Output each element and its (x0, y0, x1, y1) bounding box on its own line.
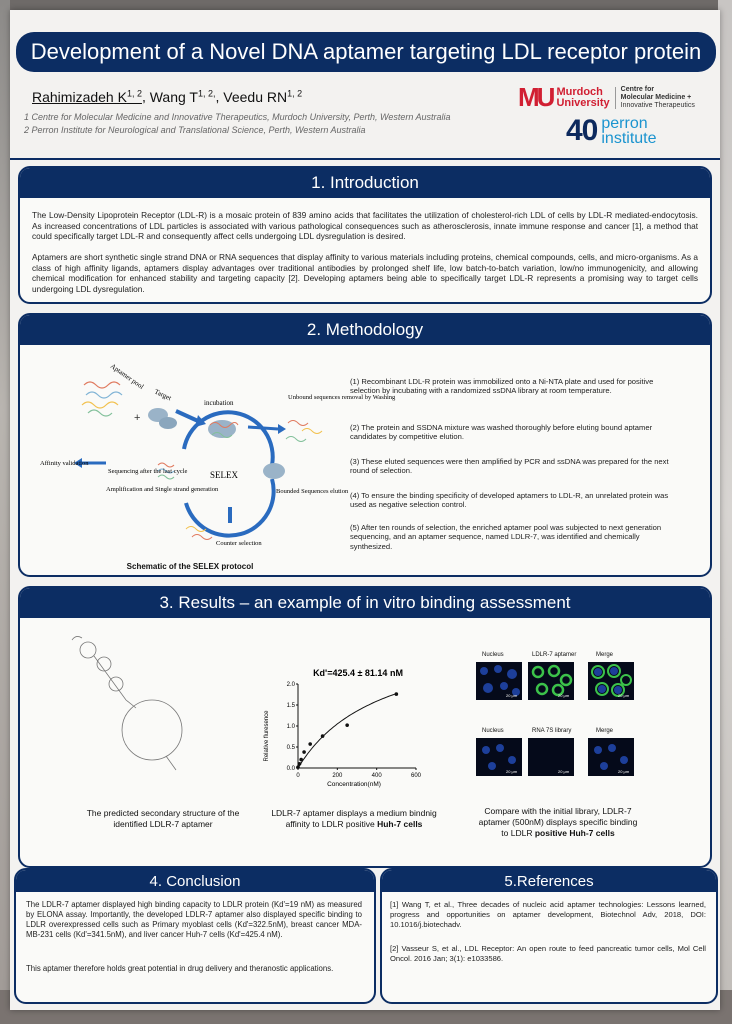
chart-points (296, 692, 398, 769)
reference-1: [1] Wang T, et al., Three decades of nucleic acid aptamer technologies: Lessons learned, progress and opportunities on aptamer development, Biotechnol Adv, 2018, DOI: 10.1016/j.biotechadv. (390, 900, 706, 929)
method-step-1: (1) Recombinant LDL-R protein was immobilized onto a Ni-NTA plate and used for positive selection by incubating with a randomized ssDNA library at room temperature. (350, 377, 654, 396)
author-2: Wang $T^{1, 2,}$ (149, 88, 216, 105)
data-point (298, 762, 302, 766)
micro-nucleus-image (476, 662, 522, 700)
chart-title: Kd'=425.4 ± 81.14 nM (313, 668, 403, 678)
murdoch-logo (518, 82, 695, 113)
chart-ticks (287, 682, 422, 779)
amplification-label: Amplification and Single strand generation (106, 486, 219, 493)
binding-curve-chart (258, 650, 428, 790)
header-divider (10, 158, 720, 160)
micro-label-aptamer: LDLR-7 aptamer (532, 652, 577, 658)
data-point (321, 734, 325, 738)
background-left (0, 0, 10, 1024)
chart-caption: LDLR-7 aptamer displays a medium bindnig affinity to LDLR positive Huh-7 cells (271, 808, 437, 829)
y-tick-label: 0.5 (286, 745, 295, 751)
y-tick-label: 2.0 (286, 682, 295, 688)
counter-label: Counter selection (216, 540, 262, 547)
svg-text:20 μm: 20 μm (618, 769, 630, 774)
method-step-2: (2) The protein and SSDNA mixture was washed thoroughly before eluting bound aptamer candidates by competitive elution. (350, 423, 653, 442)
micro-merge-image-2 (588, 738, 634, 776)
author-list: Rahimizadeh K$^{1, 2}$, Wang $T^{1, 2,}$, Veedu RN$^{1, 2}$ (32, 88, 303, 105)
centre-line3: Innovative Therapeutics (620, 101, 695, 109)
affiliation-2: 2 Perron Institute for Neurological and Translational Science, Perth, Western Australia (24, 125, 366, 135)
selex-diagram (26, 347, 396, 557)
conclusion-paragraph-2: This aptamer therefore holds great potential in drug delivery and theranostic applications. (26, 964, 334, 973)
introduction-section (18, 166, 712, 304)
unbound-label: Unbound sequences removal by Washing (288, 394, 396, 401)
references-heading: 5.References (382, 870, 716, 892)
chart-y-label: Relative fluresence (264, 710, 270, 762)
aptamer-pool-label: Aptamer pool (108, 362, 146, 391)
x-tick-label: 200 (332, 773, 343, 779)
microscopy-caption: Compare with the initial library, LDLR-7 aptamer (500nM) displays specific binding to LDLR positive Huh-7 cells (478, 806, 638, 838)
y-tick-label: 1.5 (286, 703, 295, 709)
data-point (345, 723, 349, 727)
data-point (299, 758, 303, 762)
plus-icon: + (134, 412, 141, 424)
selex-caption: Schematic of the SELEX protocol (126, 562, 254, 571)
y-tick-label: 1.0 (286, 724, 295, 730)
micro-library-image (528, 738, 574, 776)
micro-label-merge-1: Merge (596, 652, 614, 658)
x-tick-label: 600 (410, 773, 422, 779)
aptamer-pool-strands (82, 382, 122, 416)
incubation-label: incubation (204, 399, 234, 407)
main-loop (122, 700, 182, 760)
affiliation-1: 1 Centre for Molecular Medicine and Innovative Therapeutics, Murdoch University, Perth, Western Australia (24, 112, 451, 122)
reference-2: [2] Vasseur S, et al., LDL Receptor: An open route to feed pancreatic tumor cells, Mol Cell Oncol. 2016 Jan; 3(1): e1033586. (390, 944, 706, 963)
data-point (296, 765, 300, 769)
centre-line2: Molecular Medicine + (620, 93, 692, 101)
perron-word: perron (601, 115, 648, 132)
hairpin-loop-2 (97, 657, 111, 671)
murdoch-name-line1: Murdoch (556, 85, 603, 98)
data-point (302, 750, 306, 754)
stem-line (94, 656, 136, 708)
micro-label-merge-2: Merge (596, 728, 614, 734)
svg-text:20 μm: 20 μm (506, 769, 518, 774)
conclusion-heading: 4. Conclusion (16, 870, 374, 892)
secondary-structure-diagram (66, 630, 196, 780)
chart-x-label: Concentration(nM) (327, 781, 381, 788)
unbound-strands (286, 421, 322, 442)
micro-label-library: RNA 7S library (532, 728, 572, 734)
data-point (395, 692, 399, 696)
hairpin-loop-1 (80, 642, 96, 658)
poster (10, 10, 720, 1010)
y-tick-label: 0.0 (286, 766, 295, 772)
method-step-4: (4) To ensure the binding specificity of developed aptamers to LDL-R, an unrelated protein was used as negative selection control. (350, 491, 669, 510)
method-step-3: (3) These eluted sequences were then amplified by PCR and ssDNA was prepared for the next round of selection. (350, 457, 669, 476)
introduction-paragraph-1: The Low-Density Lipoprotein Receptor (LDL-R) is a mosaic protein of 839 amino acids that facilitates the utilization of cholesterol-rich LDL of cells by LDL-R mediated-endocytosis. As increased concentrations of LDL particles is associated with various pathological consequences such as atherosclerosis, innate immune response and cancer [1], a method that could specifically target LDL-R and consequently affect cells undergoing LDL dysregulation is desired. (32, 210, 698, 242)
conclusion-paragraph-1: The LDLR-7 aptamer displayed high binding capacity to LDLR protein (Kd'=19 nM) as measured by ELONA assay. Importantly, the developed LDLR-7 aptamer also displayed specific binding to LDLR overexpressed cells such as Primary myoblast cells (Kd'=322.5nM), breast cancer MDA-MB-231 cells (Kd'=341.5nM), and liver cancer Huh-7 cells (Kd'=425.4 nM). (26, 900, 362, 939)
svg-text:20 μm: 20 μm (558, 693, 570, 698)
method-step-5: (5) After ten rounds of selection, the enriched aptamer pool was subjected to next generation sequencing, and an aptamer sequence, named LDLR-7, was identified and chemically synthesized. (350, 523, 662, 551)
methodology-section (18, 313, 712, 577)
chart-axes (298, 684, 416, 768)
perron-40-mark: 40 (566, 114, 598, 147)
murdoch-mark: MU (518, 82, 553, 112)
introduction-paragraph-2: Aptamers are short synthetic single strand DNA or RNA sequences that display affinity to various materials including proteins, chemical compounds, cells, and micro-organisms. As a class of high affinity ligands, aptamers display advantages over traditional antibodies by prolonged shelf life, low batch-to-batch variation, low/no immunogenicity, and allowing chemical modification for enhanced stability and targeting capacity [2]. Developing aptamers being able to specifically target LDL-R represents a promising way to target cells undergoing LDL dysregulation. (32, 252, 698, 294)
sequencing-label: Sequencing after the last cycle (108, 468, 188, 475)
micro-merge-image (588, 662, 634, 700)
author-1: Rahimizadeh K$^{1, 2}$ (32, 88, 142, 105)
poster-title: Development of a Novel DNA aptamer targeting LDL receptor protein (16, 32, 716, 72)
svg-text:20 μm: 20 μm (618, 693, 630, 698)
methodology-heading: 2. Methodology (20, 315, 710, 345)
data-point (308, 742, 312, 746)
results-heading: 3. Results – an example of in vitro binding assessment (20, 588, 710, 618)
results-section (18, 586, 712, 868)
institute-word: institute (601, 130, 657, 147)
fit-curve (298, 694, 396, 768)
affinity-label: Affinity validation (40, 460, 89, 467)
target-label: Target (153, 387, 173, 403)
introduction-heading: 1. Introduction (20, 168, 710, 198)
author-3: Veedu RN$^{1, 2}$ (223, 88, 303, 105)
micro-nucleus-image-2 (476, 738, 522, 776)
arrow-to-incubation (176, 411, 198, 421)
murdoch-name-line2: University (556, 96, 610, 109)
logo-divider (615, 87, 616, 109)
svg-text:20 μm: 20 μm (558, 769, 570, 774)
micro-label-nucleus-1: Nucleus (482, 652, 504, 658)
perron-logo (566, 114, 657, 148)
background-right (718, 0, 732, 1024)
bound-cluster (263, 463, 285, 479)
structure-caption: The predicted secondary structure of the identified LDLR-7 aptamer (86, 808, 240, 829)
centre-line1: Centre for (620, 85, 655, 93)
conclusion-section (14, 868, 376, 1004)
selex-label: SELEX (210, 470, 238, 480)
micro-aptamer-image (528, 662, 574, 700)
tail-line (166, 756, 176, 770)
micro-label-nucleus-2: Nucleus (482, 728, 504, 734)
x-tick-label: 400 (371, 773, 382, 779)
references-section (380, 868, 718, 1004)
svg-text:20 μm: 20 μm (506, 693, 518, 698)
x-tick-label: 0 (296, 773, 300, 779)
bounded-label: Bounded Sequences elution (276, 488, 349, 495)
